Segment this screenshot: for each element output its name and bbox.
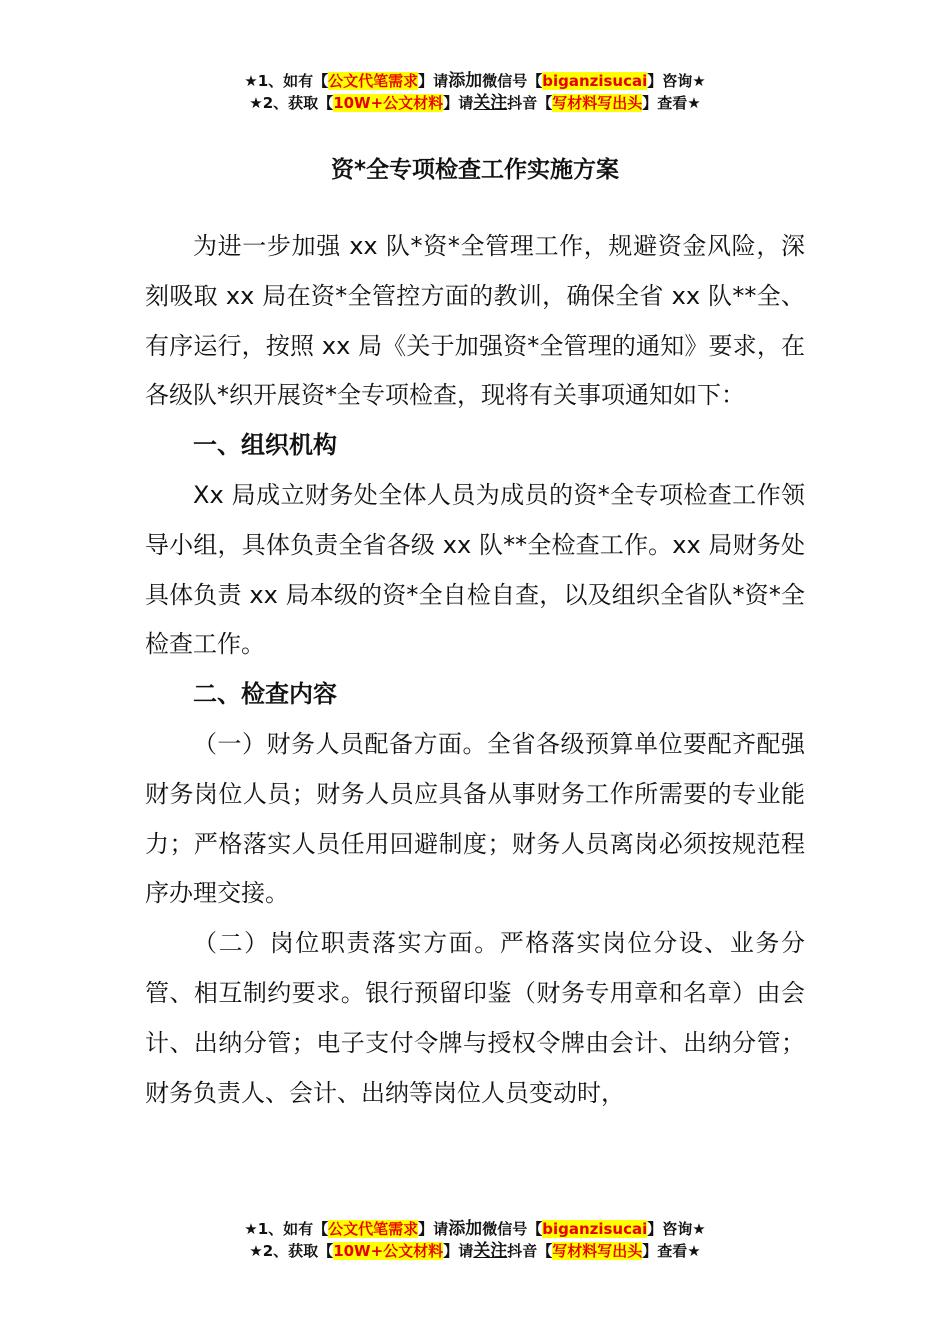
bottom-banner [0, 1218, 950, 1262]
paragraph: （一）财务人员配备方面。全省各级预算单位要配齐配强财务岗位人员；财务人员应具备从事财务工作所需要的专业能力；严格落实人员任用回避制度；财务人员离岗必须按规范程序办理交接。 [145, 729, 805, 908]
top-banner [0, 70, 950, 114]
banner-line-2: ★2、获取【10W+公文材料】请关注抖音【写材料写出头】查看★ [249, 93, 701, 113]
banner-line-1: ★1、如有【公文代笔需求】请添加微信号【biganzisucai】咨询★ [244, 1219, 706, 1239]
paragraph: Xx 局成立财务处全体人员为成员的资*全专项检查工作领导小组，具体负责全省各级 xx 队**全检查工作。xx 局财务处具体负责 xx 局本级的资*全自检自查，以及组织全省队*资*全检查工作。 [145, 480, 805, 659]
banner-highlight: 10W+公文材料 [333, 1242, 444, 1260]
banner-line-1: ★1、如有【公文代笔需求】请添加微信号【biganzisucai】咨询★ [244, 71, 706, 91]
section-heading: 一、组织机构 [193, 431, 337, 460]
banner-line-2: ★2、获取【10W+公文材料】请关注抖音【写材料写出头】查看★ [249, 1241, 701, 1261]
banner-highlight: 公文代笔需求 [328, 72, 419, 90]
banner-highlight: biganzisucai [542, 72, 648, 90]
paragraph: 为进一步加强 xx 队*资*全管理工作，规避资金风险，深刻吸取 xx 局在资*全管控方面的教训，确保全省 xx 队**全、有序运行，按照 xx 局《关于加强资*全管理的通知》要求，在各级队*织开展资*全专项检查，现将有关事项通知如下： [145, 232, 805, 410]
banner-highlight: 公文代笔需求 [328, 1220, 419, 1238]
banner-highlight: biganzisucai [542, 1220, 648, 1238]
section-heading: 二、检查内容 [193, 680, 337, 709]
paragraph: （二）岗位职责落实方面。严格落实岗位分设、业务分管、相互制约要求。银行预留印鉴（财务专用章和名章）由会计、出纳分管；电子支付令牌与授权令牌由会计、出纳分管；财务负责人、会计、出纳等岗位人员变动时， [145, 929, 805, 1107]
banner-highlight: 10W+公文材料 [333, 94, 444, 112]
document-title: 资*全专项检查工作实施方案 [330, 157, 620, 183]
banner-highlight: 写材料写出头 [552, 94, 643, 112]
banner-highlight: 写材料写出头 [552, 1242, 643, 1260]
document-body [145, 222, 805, 1118]
